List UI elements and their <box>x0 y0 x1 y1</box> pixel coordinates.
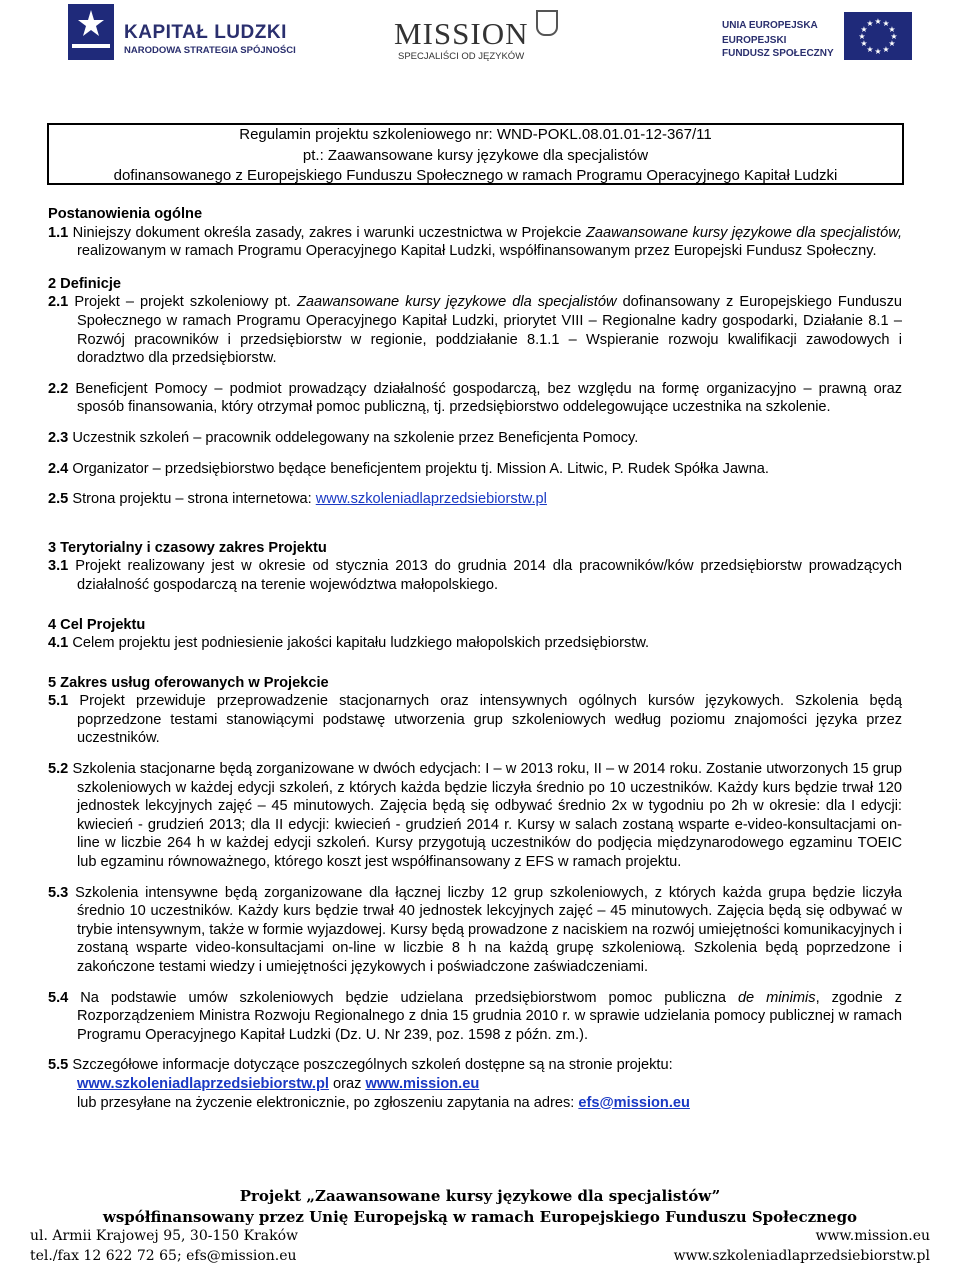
paragraph-number: 5.3 <box>48 884 69 901</box>
text: Na podstawie umów szkoleniowych będzie udzielana przedsiębiorstwom pomoc publiczna <box>68 989 738 1006</box>
text: Organizator – przedsiębiorstwo będące beneficjentem projektu tj. Mission A. Litwic, P. Rudek Spółka Jawna. <box>68 460 769 477</box>
text: Projekt przewiduje przeprowadzenie stacjonarnych oraz intensywnych ogólnych kursów językowych. Szkolenia będą poprzedzone testami stanowiącymi podstawę utworzenia grup szkoleniowych według poziomu znajomości języka przez uczestników. <box>68 693 902 747</box>
section-5-heading: 5 Zakres usług oferowanych w Projekcie <box>48 674 329 691</box>
svg-text:★: ★ <box>882 19 890 28</box>
paragraph-number: 2.5 <box>48 491 69 508</box>
text: lub przesyłane na życzenie elektronicznie, po zgłoszeniu zapytania na adres: <box>77 1094 579 1111</box>
kapital-ludzki-emblem-icon <box>68 4 114 60</box>
paragraph-2-5 <box>48 490 902 509</box>
section-1-heading: Postanowienia ogólne <box>48 206 203 222</box>
text: Szkolenia intensywne będą zorganizowane dla łącznej liczby 12 grup szkoleniowych, z których każda grupa będzie liczyła średnio 10 uczestników. Każdy kurs będzie trwał 40 jednostek lekcyjnych zajęć – 45 minutowych. Zajęcia będą się odbywać w trybie intensywnym, także w formie wyjazdowej. Kursy będą prowadzone z naciskiem na rozwój umiejętności komunikacyjnych i zostaną wsparte video-konsultacjami on-line w liczbie 8 h na każdą grupę szkoleniową. Szkolenia będą poprzedzone i zakończone testami wiedzy i umiejętności językowych i poświadczone zaświadczeniami. <box>68 884 902 975</box>
paragraph-number: 2.3 <box>48 429 69 446</box>
paragraph-3-1 <box>48 557 902 594</box>
mission-crest-icon <box>536 10 558 36</box>
mission-website-link[interactable]: www.mission.eu <box>365 1075 480 1092</box>
paragraph-number: 1.1 <box>48 224 69 241</box>
paragraph-2-2 <box>48 380 902 417</box>
project-name: Zaawansowane kursy językowe dla specjalistów <box>296 294 617 311</box>
paragraph-number: 2.4 <box>48 460 69 477</box>
paragraph-4-1 <box>48 634 902 653</box>
paragraph-number: 2.1 <box>48 294 69 311</box>
kapital-ludzki-logo <box>60 0 310 72</box>
eu-efs-logo <box>722 8 912 68</box>
paragraph-number: 5.1 <box>48 693 69 710</box>
svg-text:★: ★ <box>882 45 890 54</box>
efs-email-link[interactable]: efs@mission.eu <box>578 1094 690 1111</box>
footer-address: ul. Armii Krajowej 95, 30-150 Kraków <box>30 1228 299 1244</box>
eu-logo-line1: UNIA EUROPEJSKA <box>722 20 818 31</box>
footer-cofinancing-line: współfinansowany przez Unię Europejską w ramach Europejskiego Funduszu Społecznego <box>102 1208 858 1226</box>
footer-project-url: www.szkoleniadlaprzedsiebiorstw.pl <box>673 1248 930 1264</box>
text: realizowanym w ramach Programu Operacyjnego Kapitał Ludzki, współfinansowanym przez Europejski Fundusz Społeczny. <box>77 243 877 260</box>
text: Uczestnik szkoleń – pracownik oddelegowany na szkolenie przez Beneficjenta Pomocy. <box>68 429 639 446</box>
paragraph-number: 5.2 <box>48 761 69 778</box>
svg-text:★: ★ <box>888 25 896 34</box>
svg-text:★: ★ <box>860 39 868 48</box>
title-line-2: pt.: Zaawansowane kursy językowe dla specjalistów <box>302 146 649 164</box>
paragraph-2-1 <box>48 293 902 367</box>
regulation-title-box <box>47 123 904 185</box>
footer-row-1 <box>0 1228 960 1248</box>
paragraph-number: 2.2 <box>48 380 69 397</box>
kl-logo-subtitle: NARODOWA STRATEGIA SPÓJNOŚCI <box>124 45 296 56</box>
regulation-body <box>48 205 902 1112</box>
footer-project-line: Projekt „Zaawansowane kursy językowe dla specjalistów” <box>239 1187 721 1205</box>
text: Beneficjent Pomocy – podmiot prowadzący działalność gospodarczą, bez względu na formę organizacyjno – prawną oraz sposób finansowania, który otrzymał pomoc publiczną, tj. przedsiębiorstwo oddelegowujące uczestnika na szkolenie. <box>68 380 902 416</box>
mission-logo-subtitle: SPECJALIŚCI OD JĘZYKÓW <box>398 51 525 62</box>
eu-logo-line3: FUNDUSZ SPOŁECZNY <box>722 48 834 59</box>
svg-text:★: ★ <box>874 47 882 56</box>
project-website-link[interactable]: www.szkoleniadlaprzedsiebiorstw.pl <box>315 491 547 508</box>
mission-logo <box>394 10 564 70</box>
text: Projekt – projekt szkoleniowy pt. <box>68 294 297 311</box>
paragraph-1-1 <box>48 224 902 261</box>
paragraph-number: 4.1 <box>48 635 69 652</box>
section-4-heading: 4 Cel Projektu <box>48 616 146 633</box>
kl-logo-title: KAPITAŁ LUDZKI <box>124 22 287 43</box>
text: Celem projektu jest podniesienie jakości kapitału ludzkiego małopolskich przedsiębiorstw. <box>68 635 650 652</box>
section-2-heading: 2 Definicje <box>48 275 121 292</box>
text: Szczegółowe informacje dotyczące poszczególnych szkoleń dostępne są na stronie projektu: <box>68 1057 673 1074</box>
de-minimis-term: de minimis <box>737 989 816 1006</box>
eu-logo-line2: EUROPEJSKI <box>722 35 787 46</box>
title-line-3: dofinansowanego z Europejskiego Funduszu Społecznego w ramach Programu Operacyjnego Kapitał Ludzki <box>113 167 838 184</box>
paragraph-2-3 <box>48 429 902 448</box>
project-name: Zaawansowane kursy językowe dla specjalistów, <box>585 224 903 241</box>
project-website-link-2[interactable]: www.szkoleniadlaprzedsiebiorstw.pl <box>77 1075 329 1092</box>
svg-text:★: ★ <box>874 17 882 26</box>
paragraph-number: 5.4 <box>48 989 69 1006</box>
eu-flag-icon <box>844 12 912 60</box>
svg-text:★: ★ <box>866 45 874 54</box>
paragraph-2-4 <box>48 460 902 479</box>
text: , zgodnie z Rozporządzeniem Ministra Rozwoju Regionalnego z dnia 15 grudnia 2010 r. w sprawie udzielania pomocy publicznej w ramach Programu Operacyjnego Kapitał Ludzki (Dz. U. Nr 239, poz. 1598 z późn. zm.). <box>77 989 902 1043</box>
paragraph-5-1 <box>48 692 902 748</box>
text: Szkolenia stacjonarne będą zorganizowane w dwóch edycjach: I – w 2013 roku, II – w 2014 roku. Zostanie utworzonych 15 grup szkoleniowych w każdej edycji szkoleń, z których każda będzie liczyła średnio po 10 uczestników. Każdy kurs będzie trwał 120 jednostek lekcyjnych zajęć – 45 minutowych. Zajęcia będą się odbywać średnio 2x w tygodniu po 2h w okresie: dla I edycji: kwiecień - grudzień 2013; dla II edycji: kwiecień - grudzień 2014 r. Kursy w salach zostaną wsparte e-video-konsultacjami on-line w liczbie 264 h w każdej edycji szkoleń. Kursy przygotują uczestników do podjęcia międzynarodowego egzaminu TOEIC lub egzaminu równoważnego, którego koszt jest współfinansowany z EFS w ramach projektu. <box>68 761 902 871</box>
paragraph-5-4 <box>48 989 902 1045</box>
text: Niniejszy dokument określa zasady, zakres i warunki uczestnictwa w Projekcie <box>68 224 586 241</box>
footer-contact: tel./fax 12 622 72 65; efs@mission.eu <box>30 1248 297 1264</box>
paragraph-number: 3.1 <box>48 558 69 575</box>
text: oraz <box>328 1075 366 1092</box>
svg-text:★: ★ <box>858 32 866 41</box>
text: dofinansowany z Europejskiego Funduszu Społecznego w ramach Programu Operacyjnego Kapitał Ludzki, priorytet VIII – Regionalne kadry gospodarki, Działanie 8.1 – Rozwój pracowników i przedsiębiorstw w regionie, poddziałanie 8.1.1 – Wspieranie rozwoju kwalifikacji zawodowych i doradztwo dla przedsiębiorstw. <box>77 294 903 367</box>
text: Projekt realizowany jest w okresie od stycznia 2013 do grudnia 2014 dla pracowników/ków przedsiębiorstw prowadzących działalność gospodarczą na terenie województwa małopolskiego. <box>68 558 902 593</box>
svg-text:★: ★ <box>866 19 874 28</box>
svg-text:★: ★ <box>890 32 898 41</box>
title-line-1: Regulamin projektu szkoleniowego nr: WND-POKL.08.01.01-12-367/11 <box>239 126 712 143</box>
section-3-heading: 3 Terytorialny i czasowy zakres Projektu <box>48 539 327 556</box>
footer-row-2 <box>0 1248 960 1268</box>
paragraph-5-2 <box>48 760 902 872</box>
svg-text:★: ★ <box>888 39 896 48</box>
svg-text:★: ★ <box>860 25 868 34</box>
paragraph-5-3 <box>48 884 902 977</box>
text: Strona projektu – strona internetowa: <box>68 491 316 508</box>
mission-logo-title: MISSION <box>394 16 529 51</box>
paragraph-number: 5.5 <box>48 1057 69 1074</box>
footer-mission-url: www.mission.eu <box>815 1228 930 1244</box>
paragraph-5-5 <box>48 1056 902 1112</box>
page-footer <box>0 1186 960 1268</box>
